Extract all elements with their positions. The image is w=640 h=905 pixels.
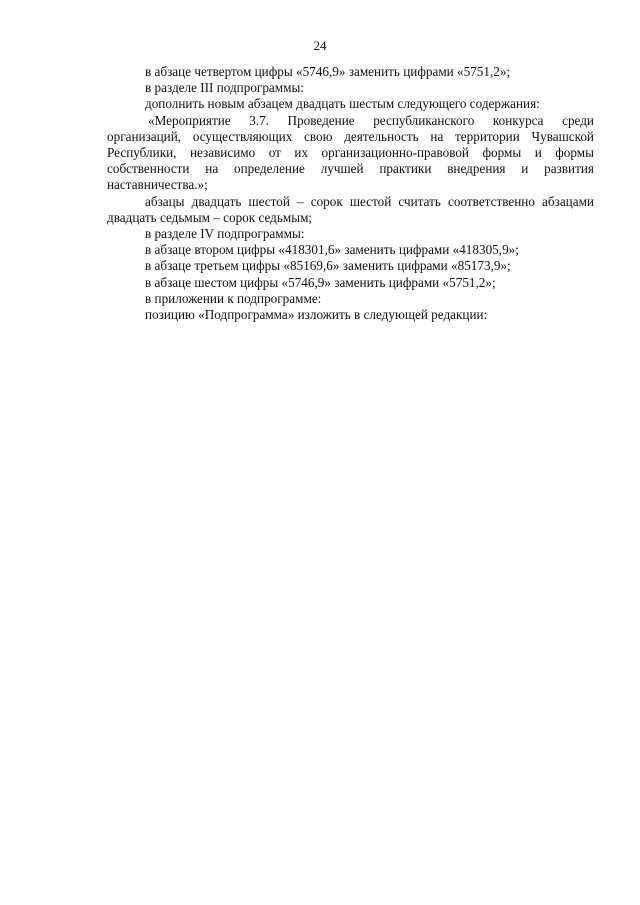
paragraph-digits-paragraph-three: в абзаце третьем цифры «85169,6» заменить цифрами «85173,9»; — [145, 258, 511, 274]
paragraph-digits-paragraph-four: в абзаце четвертом цифры «5746,9» заменить цифрами «5751,2»; — [145, 64, 511, 79]
paragraph-renumber: абзацы двадцать шестой – сорок шестой считать соответственно абзацами двадцать седьмым – сорок седьмым; — [107, 193, 594, 225]
paragraph-section-three: в разделе III подпрограммы: — [145, 80, 305, 96]
paragraph-digits-paragraph-six: в абзаце шестом цифры «5746,9» заменить цифрами «5751,2»; — [145, 274, 496, 290]
page-number: 24 — [313, 38, 327, 53]
paragraph-position-subprogram: позицию «Подпрограмма» изложить в следующей редакции: — [145, 307, 488, 323]
paragraph-quoted-measure: «Мероприятие 3.7. Проведение республиканского конкурса среди организаций, осуществляющих свою деятельность на территории Чувашской Республики, независимо от их организационно-правовой формы и формы собственности на определение лучшей практики внедрения и развития наставничества.»; — [107, 112, 594, 193]
paragraph-appendix: в приложении к подпрограмме: — [145, 290, 322, 306]
paragraph-digits-paragraph-two: в абзаце втором цифры «418301,6» заменить цифрами «418305,9»; — [145, 242, 519, 258]
document-body — [107, 64, 594, 323]
paragraph-add-new-paragraph: дополнить новым абзацем двадцать шестым следующего содержания: — [145, 96, 540, 112]
paragraph-section-four: в разделе IV подпрограммы: — [145, 226, 305, 242]
